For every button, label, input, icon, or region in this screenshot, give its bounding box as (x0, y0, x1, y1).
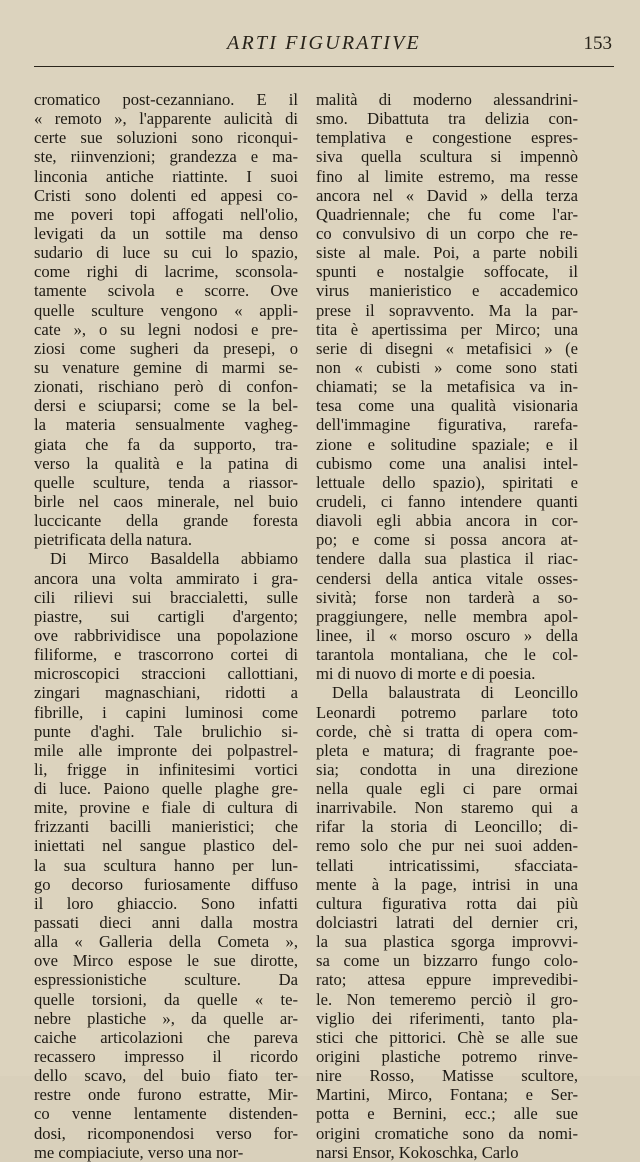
text-line: tamente scivola e scorre. Ove (34, 281, 298, 301)
text-line: espressionistiche sculture. Da (34, 970, 298, 990)
text-line: caiche articolazioni che pareva (34, 1027, 298, 1047)
text-line: giata che fa da supporto, tra- (34, 434, 298, 454)
text-line: cendersi della antica vitale osses- (316, 568, 578, 588)
text-line: go decorso furiosamente diffuso (34, 874, 298, 894)
text-line: viglio dei riferimenti, tanto pla- (316, 1008, 578, 1028)
text-line: sa come un bizzarro fungo colo- (316, 951, 578, 971)
text-line: mite, provine e fiale di cultura di (34, 798, 298, 818)
text-line: di luce. Paiono quelle plaghe gre- (34, 779, 298, 799)
text-line: restre onde furono estratte, Mir- (34, 1085, 298, 1105)
text-line: Quadriennale; che fu come l'ar- (316, 204, 578, 224)
text-line: la sua plastica sgorga improvvi- (316, 932, 578, 952)
text-line: siste al male. Poi, a parte nobili (316, 243, 578, 263)
text-line: recassero impresso il ricordo (34, 1047, 298, 1067)
text-line: Cristi sono dolenti ed appesi co- (34, 185, 298, 205)
text-line: ove rabbrividisce una popolazione (34, 625, 298, 645)
right-text-column (316, 90, 578, 1162)
text-line: sia; condotta in una direzione (316, 759, 578, 779)
text-line: rato; attesa eppure imprevedibi- (316, 970, 578, 990)
text-line: come righi di lacrime, sconsola- (34, 262, 298, 282)
text-line: mile alle impronte dei polpastrel- (34, 740, 298, 760)
text-line: zingari magnaschiani, ridotti a (34, 683, 298, 703)
text-line: me compiaciute, verso una nor- (34, 1142, 244, 1162)
text-line: Di Mirco Basaldella abbiamo (50, 549, 298, 569)
text-line: me poveri topi affogati nell'olio, (34, 204, 298, 224)
text-line: li, frigge in infinitesimi vortici (34, 759, 298, 779)
text-line: virus manieristico e accademico (316, 281, 578, 301)
text-line: dolciastri latrati del dernier cri, (316, 913, 578, 933)
text-line: templativa e congestione espres- (316, 128, 578, 148)
text-line: quelle torsioni, da quelle « te- (34, 989, 298, 1009)
text-line: origini cromatiche sono da nomi- (316, 1123, 578, 1143)
text-line: dersi e sciuparsi; come se la bel- (34, 396, 298, 416)
text-line: microscopici straccioni callottiani, (34, 664, 298, 684)
running-title: ARTI FIGURATIVE (227, 32, 421, 54)
text-line: prese il sopravvento. Ma la par- (316, 300, 578, 320)
text-line: sudario di luce su cui lo spazio, (34, 243, 298, 263)
page-number: 153 (583, 33, 612, 54)
text-line: su venature gemine di marmi se- (34, 357, 298, 377)
text-line: quelle sculture, tenda a riassor- (34, 472, 298, 492)
text-line: tita è apertissima per Mirco; una (316, 319, 578, 339)
text-line: non « cubisti » come sono stati (316, 357, 578, 377)
text-line: remo solo che pur nei suoi adden- (316, 836, 578, 856)
text-line: ste, riinvenzioni; grandezza e ma- (34, 147, 298, 167)
left-text-column (34, 90, 298, 1162)
text-line: po; e come si possa ancora at- (316, 530, 578, 550)
text-line: fibrille, i capini luminosi come (34, 702, 298, 722)
text-line: tendere dalla sua plastica il riac- (316, 549, 578, 569)
text-line: serie di disegni « metafisici » (e (316, 338, 578, 358)
text-line: diavoli egli abbia ancora in cor- (316, 511, 578, 531)
text-line: verso la qualità e la patina di (34, 453, 298, 473)
text-line: « remoto », l'apparente aulicità di (34, 109, 298, 129)
text-line: chiamati; se la metafisica va in- (316, 377, 578, 397)
text-line: co venne lentamente distenden- (34, 1104, 298, 1124)
text-line: filiforme, e trascorrono cortei di (34, 645, 298, 665)
text-line: dell'immagine figurativa, rarefa- (316, 415, 578, 435)
text-line: tesa come una qualità visionaria (316, 396, 578, 416)
text-line: inarrivabile. Non staremo qui a (316, 798, 578, 818)
text-line: crudeli, ci fanno intendere quanti (316, 491, 578, 511)
text-line: potta e Bernini, ecc.; alle sue (316, 1104, 578, 1124)
text-line: pietrificata della natura. (34, 530, 193, 550)
text-line: frizzanti bacilli manieristici; che (34, 817, 298, 837)
text-line: mente à la page, intrisi in una (316, 874, 578, 894)
text-line: birle nel caos minerale, nel buio (34, 491, 298, 511)
text-line: narsi Ensor, Kokoschka, Carlo (316, 1142, 519, 1162)
text-line: tellati intricatissimi, sfacciata- (316, 855, 578, 875)
text-line: cili rilievi sui braccialetti, sulle (34, 587, 298, 607)
text-line: piastre, sui cartigli d'argento; (34, 606, 298, 626)
text-line: cultura figurativa rotta dai più (316, 893, 578, 913)
text-line: passati dieci anni dalla mostra (34, 913, 298, 933)
text-line: stici che pittorici. Chè se alle sue (316, 1027, 578, 1047)
text-line: lettuale dello spazio), spiritati e (316, 472, 578, 492)
text-line: sività; forse non tarderà a so- (316, 587, 578, 607)
text-line: nire Rosso, Matisse scultore, (316, 1066, 578, 1086)
text-line: cromatico post-cezanniano. E il (34, 90, 298, 109)
text-line: mi di nuovo di morte e di poesia. (316, 664, 536, 684)
text-line: luccicante della grande foresta (34, 511, 298, 531)
text-line: dosi, ricomponendosi verso for- (34, 1123, 298, 1143)
text-line: smo. Dibattuta tra delizia con- (316, 109, 578, 129)
text-line: co convulsivo di un corpo che re- (316, 223, 578, 243)
text-line: le. Non temeremo perciò il gro- (316, 989, 578, 1009)
text-line: la materia sensualmente vagheg- (34, 415, 298, 435)
text-line: il loro ghiaccio. Sono infatti (34, 893, 298, 913)
text-line: zionati, rischiano però di confon- (34, 377, 298, 397)
text-line: ove Mirco espose le sue dirotte, (34, 951, 298, 971)
text-line: corde, chè si tratta di opera com- (316, 721, 578, 741)
text-line: malità di moderno alessandrini- (316, 90, 578, 109)
text-line: cubismo come una analisi intel- (316, 453, 578, 473)
text-line: pleta e matura; di fragrante poe- (316, 740, 578, 760)
text-line: la sua scultura hanno per lun- (34, 855, 298, 875)
text-line: Della balaustrata di Leoncillo (332, 683, 578, 703)
text-line: linconia antiche riattinte. I suoi (34, 166, 298, 186)
text-line: cate », o su legni nodosi e pre- (34, 319, 298, 339)
text-line: nebre plastiche », da quelle ar- (34, 1008, 298, 1028)
text-line: ancora una volta ammirato i gra- (34, 568, 298, 588)
text-line: Martini, Mirco, Fontana; e Ser- (316, 1085, 578, 1105)
text-line: ancora nel « David » della terza (316, 185, 578, 205)
text-line: rifar la storia di Leoncillo; di- (316, 817, 578, 837)
text-line: quelle sculture vengono « appli- (34, 300, 298, 320)
text-line: punte d'aghi. Tale brulichio si- (34, 721, 298, 741)
text-line: Leonardi potremo parlare toto (316, 702, 578, 722)
text-line: ziosi come sugheri da presepi, o (34, 338, 298, 358)
running-header (34, 30, 614, 67)
text-line: levigati da un sottile ma denso (34, 223, 298, 243)
text-line: siva quella scultura si impennò (316, 147, 578, 167)
text-line: certe sue soluzioni sono riconqui- (34, 128, 298, 148)
text-line: alla « Galleria della Cometa », (34, 932, 298, 952)
text-line: spunti e nostalgie soffocate, il (316, 262, 578, 282)
text-line: linee, il « morso oscuro » della (316, 625, 578, 645)
text-line: origini plastiche potremo rinve- (316, 1047, 578, 1067)
text-line: fino al limite estremo, ma resse (316, 166, 578, 186)
text-line: praggiungere, nelle membra apol- (316, 606, 578, 626)
text-line: iniettati nel sangue plastico del- (34, 836, 298, 856)
text-line: zione e solitudine spaziale; e il (316, 434, 578, 454)
text-line: dello scavo, del buio fiato ter- (34, 1066, 298, 1086)
text-line: nella quale egli ci pare ormai (316, 779, 578, 799)
text-line: tarantola montaliana, che le col- (316, 645, 578, 665)
